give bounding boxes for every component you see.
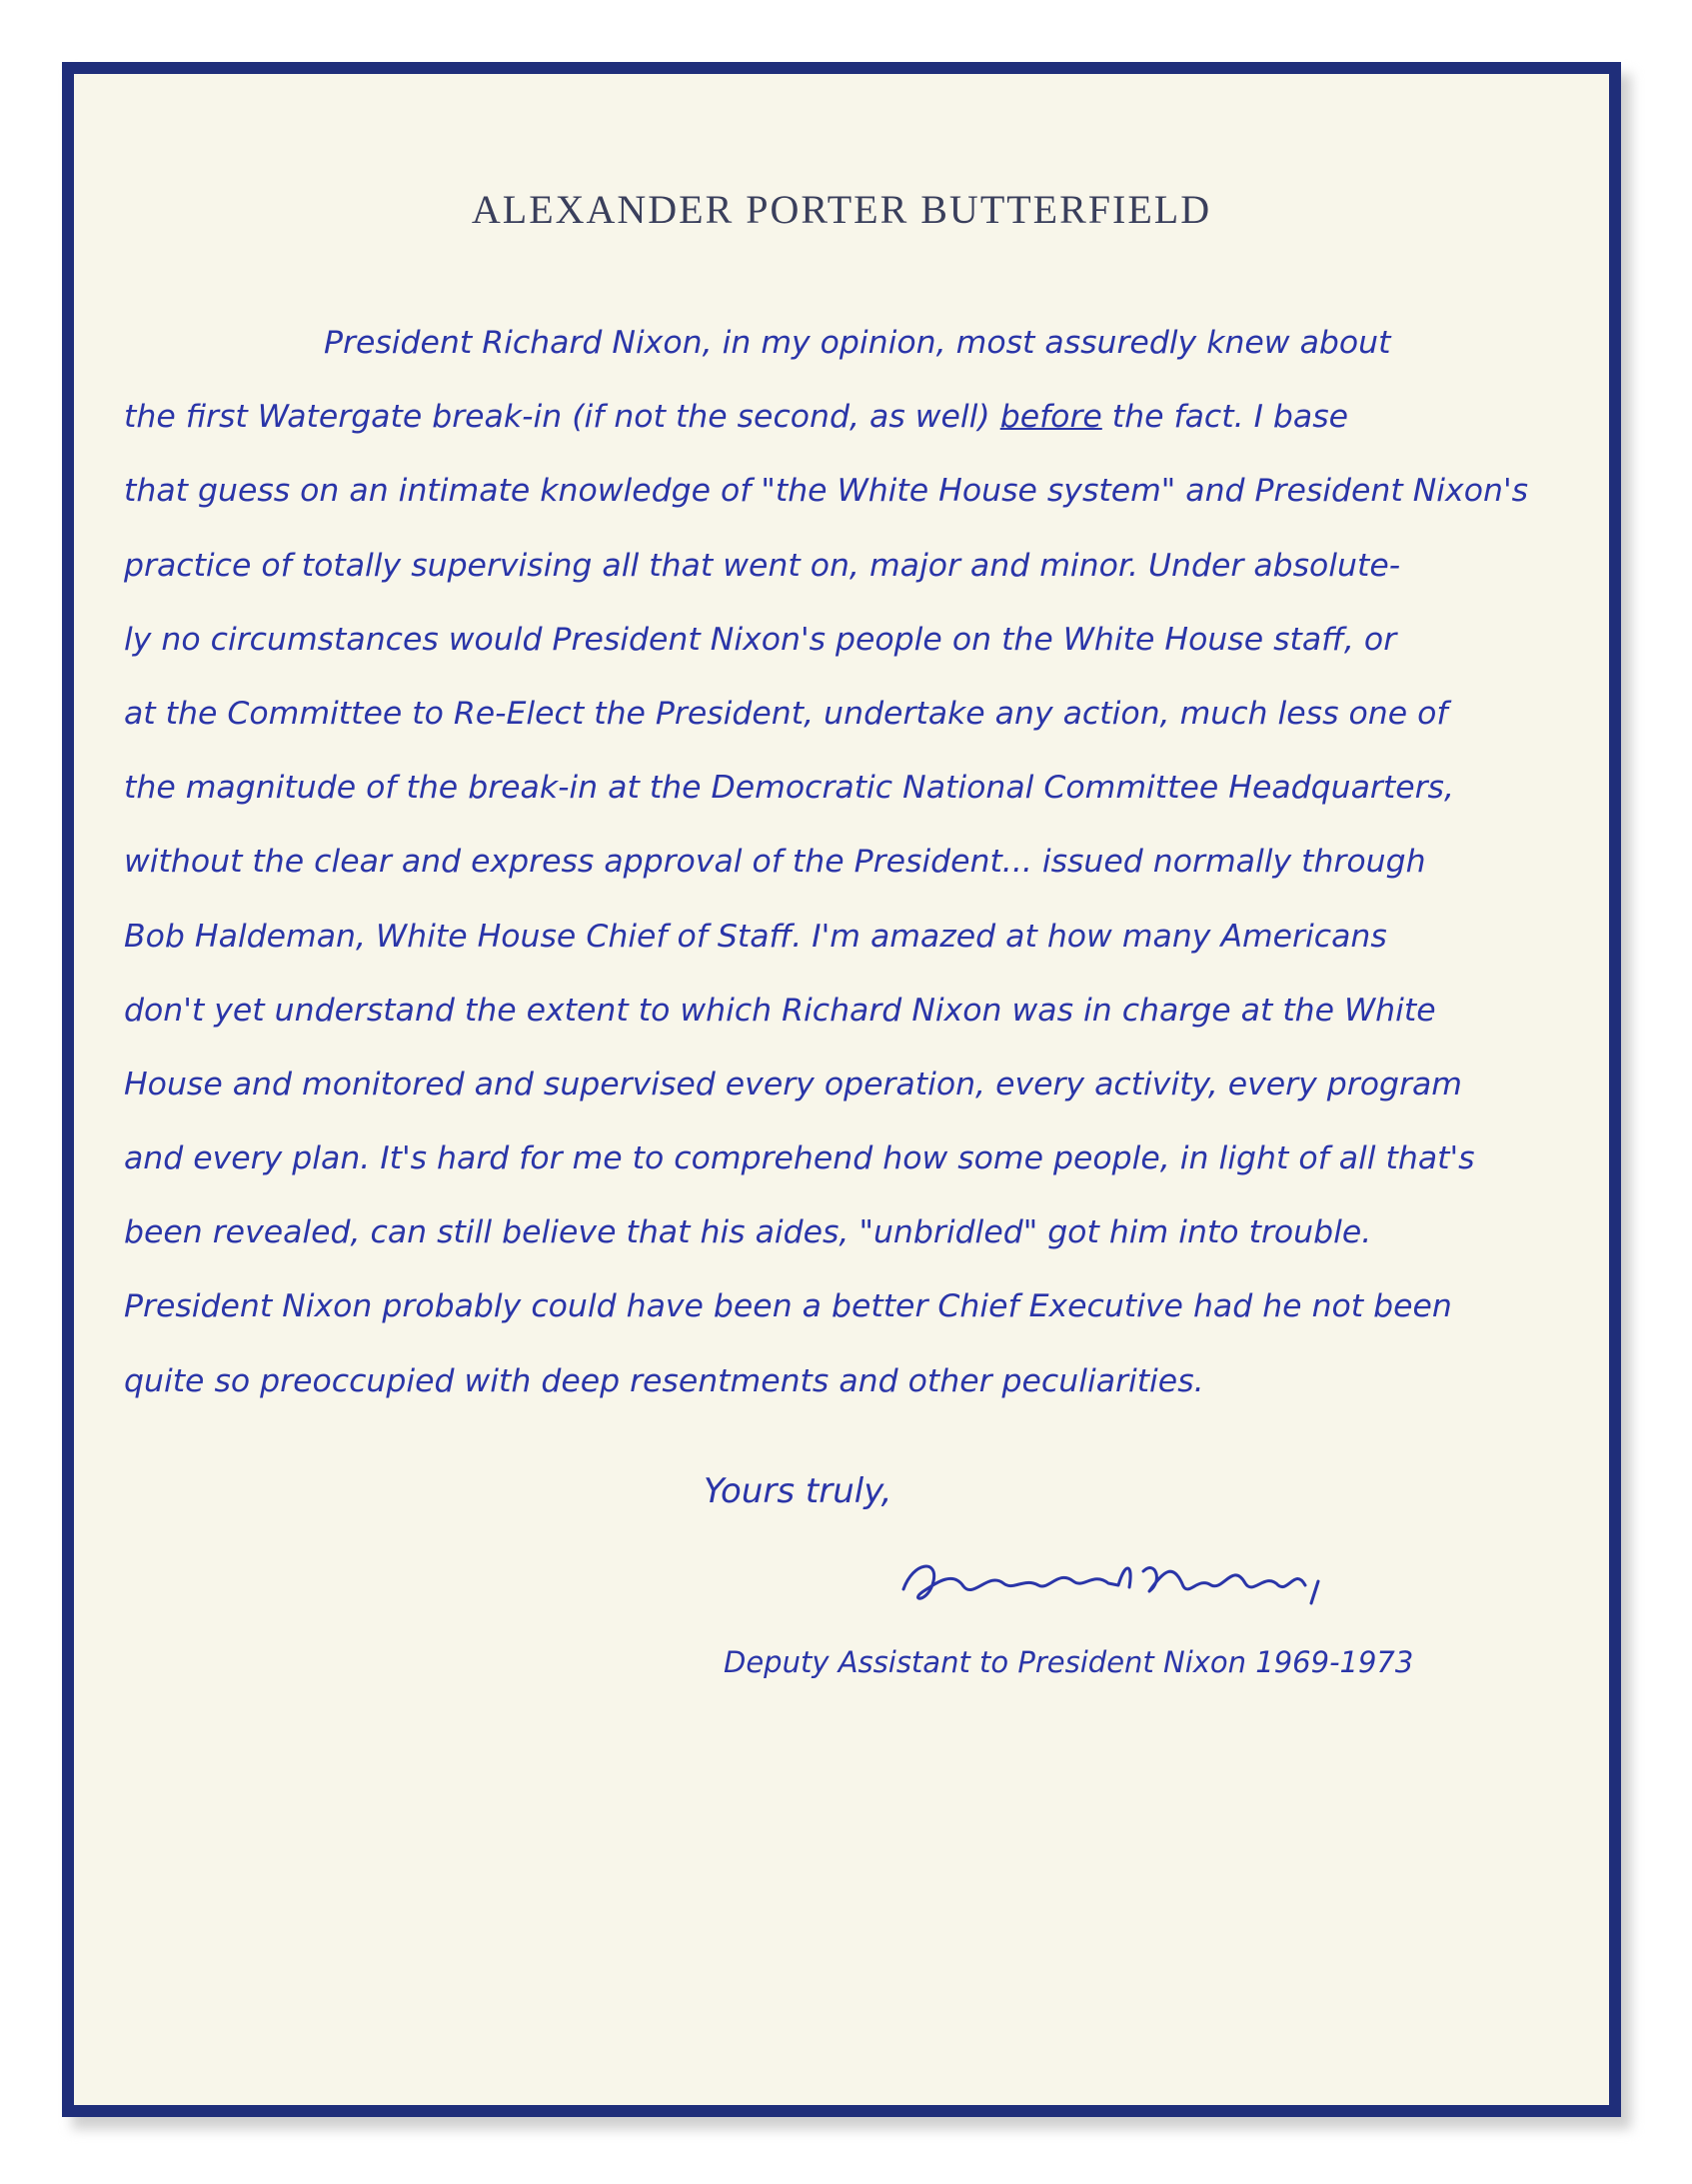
letter-line: that guess on an intimate knowledge of "the White House system" and President Nixon's (124, 473, 1529, 510)
letter-line: been revealed, can still believe that his aides, "unbridled" got him into trouble. (124, 1214, 1372, 1251)
letter-line: Bob Haldeman, White House Chief of Staff. I'm amazed at how many Americans (124, 918, 1387, 955)
underlined-word: before (999, 399, 1102, 436)
letter-line: House and monitored and supervised every operation, every activity, every program (124, 1066, 1462, 1102)
letter-frame (62, 62, 1621, 2117)
letter-line: quite so preoccupied with deep resentments and other peculiarities. (124, 1362, 1204, 1399)
letter-line: don't yet understand the extent to which Richard Nixon was in charge at the White (124, 992, 1436, 1029)
signature-title: Deputy Assistant to President Nixon 1969-1973 (724, 1645, 1414, 1679)
letter-sheet (74, 74, 1609, 2105)
letter-line: the magnitude of the break-in at the Democratic National Committee Headquarters, (124, 770, 1454, 807)
letter-line-segment: the fact. I base (1101, 399, 1348, 436)
letter-body (124, 306, 1563, 1418)
letter-line (124, 380, 1563, 454)
letter-line: President Richard Nixon, in my opinion, most assuredly knew about (324, 325, 1391, 361)
letter-line-segment: the first Watergate break-in (if not the second, as well) (124, 399, 1000, 436)
closing: Yours truly, (704, 1471, 892, 1511)
letter-line: without the clear and express approval of the President... issued normally through (124, 844, 1426, 881)
letter-line: at the Committee to Re-Elect the President, undertake any action, much less one of (124, 695, 1448, 732)
letter-line: and every plan. It's hard for me to comprehend how some people, in light of all that's (124, 1140, 1475, 1177)
letterhead: ALEXANDER PORTER BUTTERFIELD (471, 187, 1212, 232)
handwritten-signature (893, 1541, 1333, 1611)
letter-line: ly no circumstances would President Nixon's people on the White House staff, or (124, 621, 1397, 658)
letter-line: practice of totally supervising all that went on, major and minor. Under absolute- (124, 547, 1401, 584)
letter-line: President Nixon probably could have been a better Chief Executive had he not been (124, 1288, 1452, 1325)
